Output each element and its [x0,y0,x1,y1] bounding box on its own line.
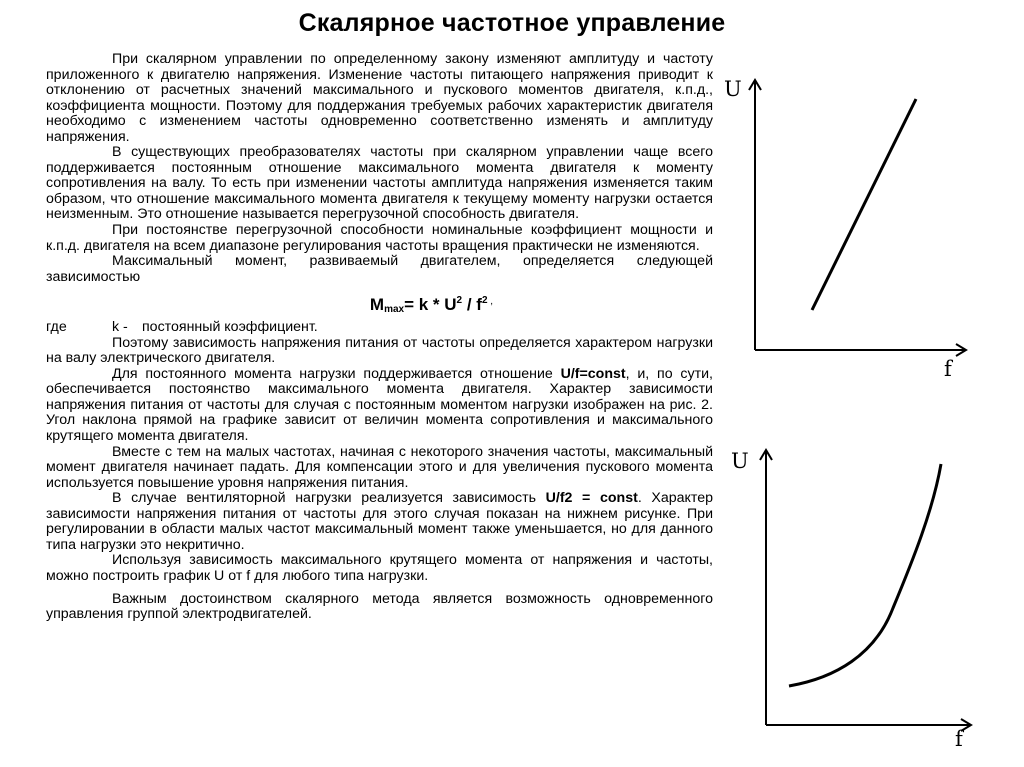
paragraph-5: Поэтому зависимость напряжения питания от частоты определяется характером нагрузки на валу электрического двигателя. [46,334,713,367]
paragraph-6-rest: , и, по сути, обеспечивается постоянство максимального момента двигателя. Характер зависимости напряжения питания от частоты для случая с постоянным моментом нагрузки изображен на рис. 2. Угол наклона прямой на графике зависит от величин момента сопротивления и максимального крутящего момента двигателя. [46,365,713,445]
paragraph-6 [46,367,713,445]
page-title: Скалярное частотное управление [298,9,726,37]
graph-linear-svg [720,70,980,380]
paragraph-7: Вместе с тем на малых частотах, начиная с некоторого значения частоты, максимальный момент двигателя начинает падать. Для компенсации этого и для увеличения пускового момента используется повышение уровня напряжения питания. [46,443,713,491]
formula-comma: , [487,296,494,308]
paragraph-4: Максимальный момент, развиваемый двигателем, определяется следующей зависимостью [46,253,713,285]
paragraph-8 [46,491,713,553]
graph-linear [720,70,980,380]
where-desc: постоянный коэффициент. [142,319,318,336]
paragraph-8-start: В случае вентиляторной нагрузки реализуется зависимость [112,490,537,507]
paragraph-6-start: Для постоянного момента нагрузки поддерживается отношение [112,365,553,382]
body-text [46,52,713,623]
where-word: где [46,319,67,336]
formula-mid: = k * U [404,295,457,315]
graph-quadratic-x-label: f [955,727,963,750]
graph-quadratic-curve [789,464,941,686]
graph-linear-y-label: U [724,77,742,101]
where-line [46,320,713,336]
formula-sup-2: 2 [481,295,488,307]
where-k: k - [112,319,128,336]
graph-linear-x-label: f [944,357,952,380]
formula-sup-1: 2 [456,295,463,307]
formula-m: M [369,295,385,315]
paragraph-8-rest: . Характер зависимости напряжения питания от частоты для этого случая показан на нижнем рисунке. При регулировании в области малых частот максимальный момент также уменьшается, но для данного типа нагрузки это некритично. [46,490,713,553]
formula-slash: / f [462,295,482,315]
graph-quadratic-svg [725,440,985,750]
graph-quadratic-y-label: U [731,449,749,473]
torque-formula [150,288,713,314]
paragraph-9: Используя зависимость максимального крутящего момента от напряжения и частоты, можно построить график U от f для любого типа нагрузки. [46,552,713,584]
formula-m-sub: max [384,304,405,316]
paragraph-2: В существующих преобразователях частоты при скалярном управлении чаще всего поддерживается постоянным отношение максимального момента двигателя к моменту сопротивления на валу. То есть при изменении частоты амплитуда напряжения изменяется таким образом, что отношение максимального момента двигателя к текущему моменту нагрузки остается неизменным. Это отношение называется перегрузочной способность двигателя. [46,144,713,223]
graph-linear-curve [812,99,916,310]
paragraph-1: При скалярном управлении по определенному закону изменяют амплитуду и частоту приложенного к двигателю напряжения. Изменение частоты питающего напряжения приводит к отклонению от расчетных значений максимального и пускового моментов двигателя, к.п.д., коэффициента мощности. Поэтому для поддержания требуемых рабочих характеристик двигателя необходимо с изменением частоты одновременно соответственно изменять и амплитуду напряжения. [46,51,713,145]
paragraph-3: При постоянстве перегрузочной способности номинальные коэффициент мощности и к.п.д. двигателя на всем диапазоне регулирования частоты вращения практически не изменяются. [46,222,713,254]
graph-quadratic [725,440,985,750]
paragraph-6-bold: U/f=const [560,365,626,382]
paragraph-10: Важным достоинством скалярного метода является возможность одновременного управления группой электродвигателей. [46,590,713,623]
paragraph-8-bold: U/f2 = const [545,490,638,507]
